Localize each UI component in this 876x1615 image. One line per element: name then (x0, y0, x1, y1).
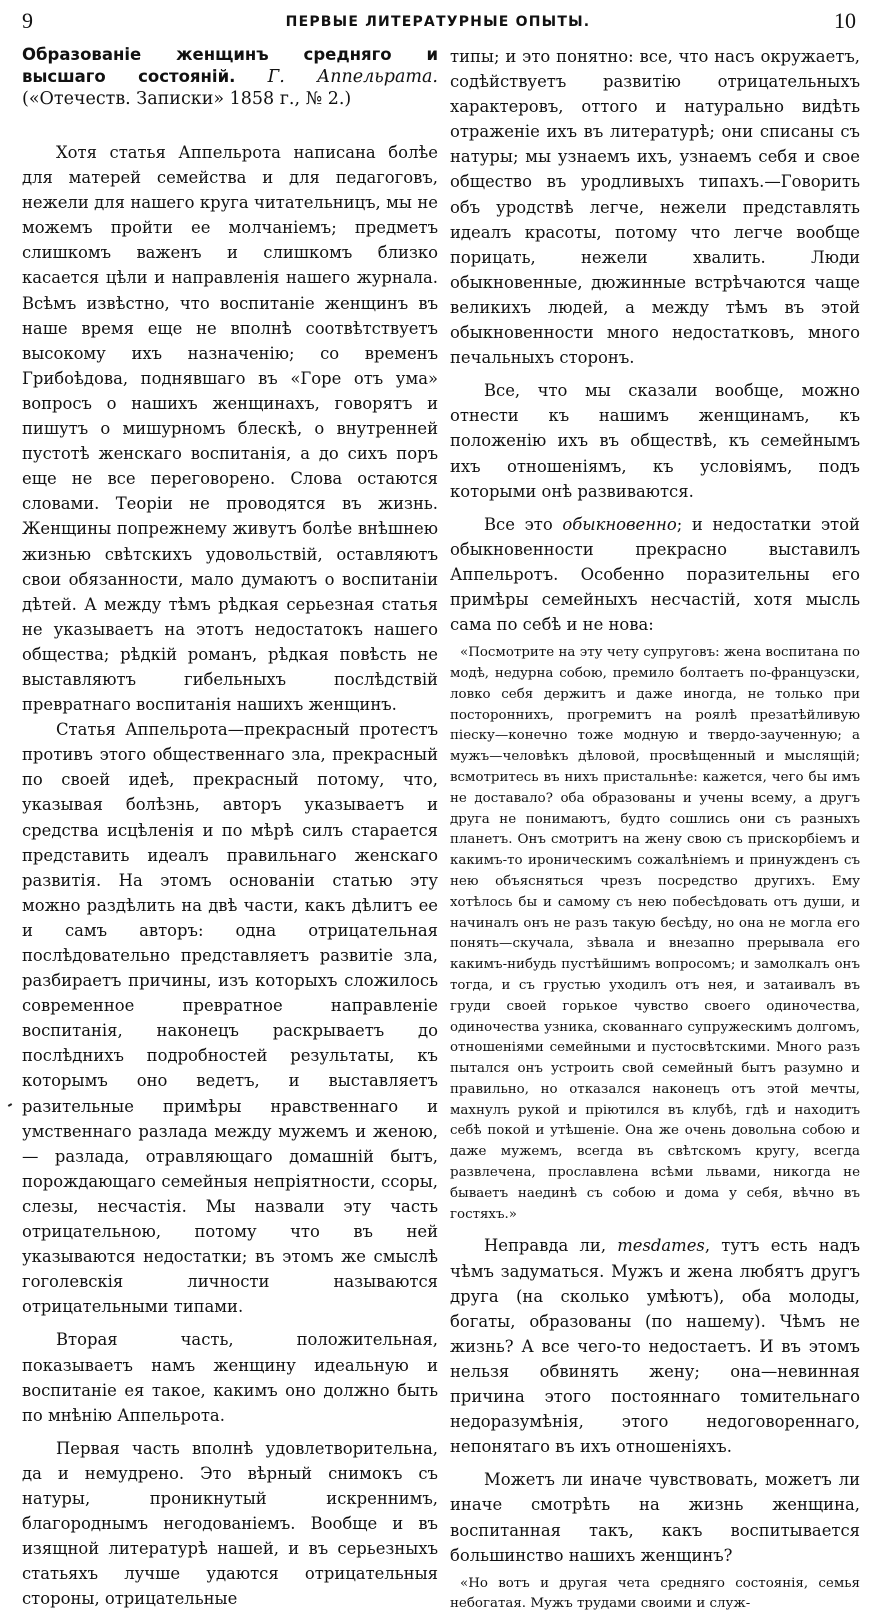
running-title: ПЕРВЫЕ ЛИТЕРАТУРНЫЕ ОПЫТЫ. (285, 14, 591, 30)
paragraph: Статья Аппельрота—прекрасный протестъ противъ этого общественнаго зла, прекрасный по своей идеѣ, прекрасный потому, что, указывая болѣзнь, авторъ указываетъ и средства исцѣленія и по мѣрѣ силъ старается представить идеалъ правильнаго женскаго развитія. На этомъ основаніи статью эту можно раздѣлить на двѣ части, какъ дѣлитъ ее и самъ авторъ: одна отрицательная послѣдовательно представляетъ развитіе зла, разбираетъ причины, изъ которыхъ сложилось современное превратное направленіе воспитанія, наконецъ раскрываетъ до послѣднихъ подробностей результаты, къ которымъ оно ведетъ, и выставляетъ разительные примѣры нравственнаго и умственнаго разлада между мужемъ и женою, — разлада, отравляющаго домашній бытъ, порождающаго семейныя непріятности, ссоры, слезы, несчастія. Мы назвали эту часть отрицательною, потому что въ ней указываются недостатки; въ этомъ же смыслѣ гоголевскія личности называются отрицательными типами. (22, 720, 438, 1317)
article-heading (22, 44, 438, 110)
running-header (0, 8, 876, 40)
article-title: Образованіе женщинъ средняго и высшаго состояній. (22, 45, 438, 86)
left-column (22, 44, 438, 1609)
paragraph: типы; и это понятно: все, что насъ окружаетъ, содѣйствуетъ развитію отрицательныхъ характеровъ, оттого и натурально видѣть отраженіе ихъ въ литературѣ; они списаны съ натуры; мы узнаемъ ихъ, узнаемъ себя и свое общество въ уродливыхъ типахъ.—Говорить объ уродствѣ легче, нежели представлять идеалъ красоты, потому что легче вообще порицать, нежели хвалить. Люди обыкновенные, дюжинные встрѣчаются чаще великихъ людей, а между тѣмъ въ этой обыкновенности много недостатковъ, много печальныхъ сторонъ. (450, 47, 860, 368)
paragraph: Хотя статья Аппельрота написана болѣе для матерей семейства и для педагоговъ, нежели для нашего круга читательницъ, мы не можемъ пройти ее молчаніемъ; предметъ слишкомъ важенъ и слишкомъ близко касается цѣли и направленія нашего журнала. Всѣмъ извѣстно, что воспитаніе женщинъ въ наше время еще не вполнѣ соотвѣтствуетъ высокому ихъ назначенію; со временъ Грибоѣдова, поднявшаго въ «Горе отъ ума» вопросъ о нашихъ женщинахъ, говорятъ и пишутъ о мишурномъ блескѣ, о внутренней пустотѣ женскаго воспитанія, а до сихъ поръ еще не все переговорено. Слова остаются словами. Теоріи не проводятся въ жизнь. Женщины попрежнему живутъ болѣе внѣшнею жизнью свѣтскихъ удовольствій, оставляютъ свои обязанности, мало думаютъ о воспитаніи дѣтей. А между тѣмъ рѣдкая серьезная статья не указываетъ на этотъ недостатокъ нашего общества; рѣдкій романъ, рѣдкая повѣсть не выставляютъ гибельныхъ послѣдствій превратнаго воспитанія нашихъ женщинъ. (22, 143, 438, 715)
text-run: , тутъ есть надъ чѣмъ задуматься. Мужъ и жена любятъ другъ друга (на сколько умѣютъ), оба молоды, богаты, образованы (по нашему). Чѣмъ не жизнь? А все чего-то недостаетъ. И въ этомъ нельзя обвинять жену; она—невинная причина этого постояннаго томительнаго недоразумѣнія, этого недоговореннаго, непонятаго въ ихъ отношеніяхъ. (450, 1236, 860, 1457)
text-run: Неправда ли, (484, 1236, 607, 1256)
block-quote: «Посмотрите на эту чету супруговъ: жена воспитана по модѣ, недурна собою, премило болтаетъ по-французски, ловко себя держитъ и даже иногда, не только при постороннихъ, прогремитъ на роялѣ презатѣйливую піеску—конечно тоже модную и твердо-заученную; а мужъ—человѣкъ дѣловой, просвѣщенный и мыслящій; всмотритесь въ нихъ пристальнѣе: кажется, чего бы имъ не доставало? оба образованы и учены всему, а другъ друга не понимаютъ, будто сошлись они съ разныхъ планетъ. Онъ смотритъ на жену свою съ прискорбіемъ и какимъ-то ироническимъ сожалѣніемъ и принужденъ съ нею объясняться чрезъ посредство другихъ. Ему хотѣлось бы и самому съ нею побесѣдовать отъ души, и начиналъ онъ не разъ такую бесѣду, но она не могла его понять—скучала, зѣвала и внезапно прерывала его какимъ-нибудь пустѣйшимъ вопросомъ; и замолкалъ онъ тогда, и съ грустью уходилъ отъ нея, и затаивалъ въ груди своей горькое чувство своего одиночества, одиночества узника, скованнаго супружескимъ долгомъ, отношеніями семейными и пустосвѣтскими. Много разъ пытался онъ устроить свой семейный бытъ разумно и правильно, но отказался наконецъ отъ этой мечты, махнулъ рукой и пріютился въ клубѣ, гдѣ и находитъ себѣ покой и утѣшеніе. Она же очень довольна собою и даже мужемъ, всегда въ свѣтскомъ кругу, всегда развлечена, прославлена всѣми львами, никогда не бываетъ наединѣ съ собою и дома у себя, вѣчно въ гостяхъ.» (450, 645, 860, 1222)
block-quote: «Но вотъ и другая чета средняго состоянія, семья небогатая. Мужъ трудами своими и служ- (450, 1575, 860, 1612)
paragraph: Все, что мы сказали вообще, можно отнести къ нашимъ женщинамъ, къ положенію ихъ въ обществѣ, къ семейнымъ ихъ отношеніямъ, къ условіямъ, подъ которыми онѣ развиваются. (450, 381, 860, 501)
page-number-right: 10 (834, 8, 856, 33)
paragraph (450, 1233, 860, 1459)
italic-word: mesdames (617, 1236, 705, 1256)
italic-word: обыкновенно (562, 514, 677, 534)
margin-mark (8, 1103, 12, 1107)
right-column (450, 44, 860, 1612)
article-author: Г. Аппельрата. (267, 67, 438, 87)
article-source: («Отечеств. Записки» 1858 г., № 2.) (22, 89, 352, 109)
paragraph (450, 512, 860, 637)
text-run: Все это (484, 514, 553, 534)
paragraph: Вторая часть, положительная, показываетъ намъ женщину идеальную и воспитаніе ея такое, какимъ оно должно быть по мнѣнію Аппельрота. (22, 1330, 438, 1425)
text-run: ; и недостатки этой обыкновенности прекрасно выставилъ Аппельротъ. Особенно поразительны его примѣры семейныхъ несчастій, хотя мысль сама по себѣ и не нова: (450, 514, 860, 635)
paragraph: Можетъ ли иначе чувствовать, можетъ ли иначе смотрѣть на жизнь женщина, воспитанная такъ, какъ воспитывается большинство нашихъ женщинъ? (450, 1470, 860, 1565)
paragraph: Первая часть вполнѣ удовлетворительна, да и немудрено. Это вѣрный снимокъ съ натуры, проникнутый искреннимъ, благороднымъ негодованіемъ. Вообще и въ изящной литературѣ нашей, и въ серьезныхъ статьяхъ лучше удаются отрицательныя стороны, отрицательные (22, 1438, 438, 1609)
page-number-left: 9 (22, 8, 33, 33)
